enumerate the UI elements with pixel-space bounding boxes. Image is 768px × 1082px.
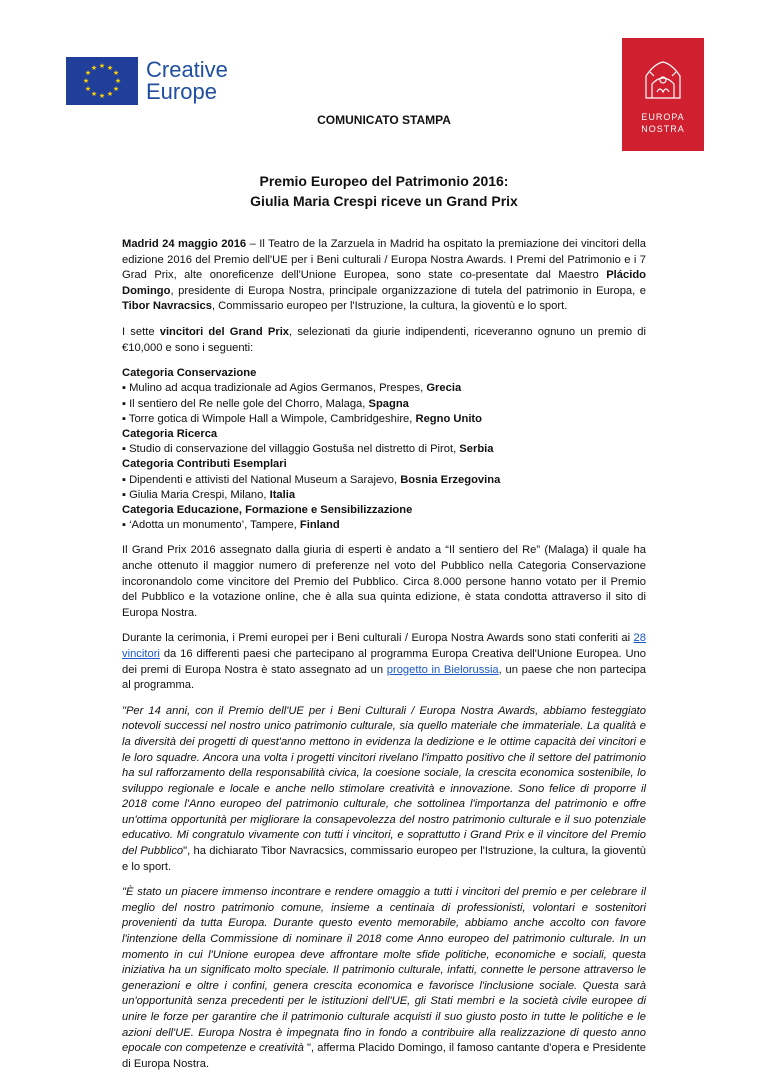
name-navracsics: Tibor Navracsics xyxy=(122,300,212,313)
list-item xyxy=(122,397,646,412)
svg-text:★: ★ xyxy=(106,90,114,98)
list-item xyxy=(122,412,646,427)
item-country: Bosnia Erzegovina xyxy=(400,473,501,486)
intro-text-1: – Il Teatro de la Zarzuela in Madrid ha ospitato la premiazione dei vincitori della edizione 2016 del Premio dell'UE per i Beni culturali / Europa Nostra Awards. I Premi del Patrimonio e i 7 Grad Prix, alte onoreficenze dell'Unione Europea, sono state co-presentate dal Maestro xyxy=(122,238,646,282)
domingo-quote-paragraph xyxy=(122,885,646,1072)
winners-list xyxy=(122,366,646,533)
list-item xyxy=(122,473,646,488)
creative-europe-line1: Creative xyxy=(146,57,228,82)
item-country: Grecia xyxy=(426,382,462,395)
list-item xyxy=(122,518,646,533)
navracsics-quote-paragraph xyxy=(122,704,646,876)
navracsics-quote: "Per 14 anni, con il Premio dell'UE per i Beni Culturali / Europa Nostra Awards, abbiamo festeggiato notevoli successi nel nostro unico patrimonio culturale, sia quello materiale che immateriale. La qualità e la diversità dei progetti di quest'anno mettono in evidenza la dedizione e le ottime capacità dei vincitori e le loro squadre. Ancora una volta i progetti vincitori rivelano l'impatto positivo che il settore del patrimonio ha sul rafforzamento della responsabilità civica, la coesione sociale, la crescita economica sostenibile, lo sviluppo regionale e locale e anche nello stimolare creatività e innovazione. Sono felice di proporre il 2018 come l'Anno europeo del patrimonio culturale, che sottolinea l'importanza del patrimonio e offre un'ottima opportunità per migliorare la consapevolezza del nostro patrimonio culturale e il suo potenziale educativo. Mi congratulo vivamente con tutti i vincitori, e soprattutto i Grand Prix e il vincitore del Premio del Pubblico xyxy=(122,704,646,858)
intro-text-2: , presidente di Europa Nostra, principale organizzazione di tutela del patrimonio in Europa, e xyxy=(170,284,646,297)
svg-text:★: ★ xyxy=(98,92,106,100)
title-line1: Premio Europeo del Patrimonio 2016: xyxy=(259,173,509,189)
winners-intro-paragraph xyxy=(122,325,646,356)
intro-paragraph xyxy=(122,237,646,315)
item-country: Serbia xyxy=(459,443,494,456)
europa-nostra-logo xyxy=(622,38,704,151)
item-country: Finland xyxy=(299,519,340,532)
item-text: ▪ Mulino ad acqua tradizionale ad Agios Germanos, Prespes, xyxy=(122,382,427,395)
item-country: Regno Unito xyxy=(415,412,482,425)
navracsics-attribution: ", ha dichiarato Tibor Navracsics, commissario europeo per l'Istruzione, la cultura, la gioventù e lo sport. xyxy=(122,845,647,873)
category-name: Categoria Ricerca xyxy=(122,427,218,440)
category-heading xyxy=(122,427,646,442)
intro-text-3: , Commissario europeo per l'Istruzione, la cultura, la gioventù e lo sport. xyxy=(211,300,568,313)
svg-text:★: ★ xyxy=(112,69,120,77)
item-text: ▪ Torre gotica di Wimpole Hall a Wimpole, Cambridgeshire, xyxy=(122,412,416,425)
item-text: ▪ Giulia Maria Crespi, Milano, xyxy=(122,488,270,501)
svg-text:★: ★ xyxy=(114,77,122,85)
item-country: Italia xyxy=(269,488,296,501)
creative-europe-logo xyxy=(66,57,228,105)
ceremony-text-2: da 16 differenti paesi che partecipano al programma Europa Creativa dell'Unione Europea. Uno dei premi di Europa Nostra è stato assegnato ad un xyxy=(122,647,646,676)
europa-nostra-line1: EUROPA xyxy=(641,112,685,122)
europa-nostra-line2: NOSTRA xyxy=(641,124,685,134)
winners-text-2: , selezionati da giurie indipendenti, riceveranno ognuno un premio di €10,000 e sono i seguenti: xyxy=(122,325,646,354)
item-text: ▪ Dipendenti e attivisti del National Museum a Sarajevo, xyxy=(122,473,401,486)
svg-text:★: ★ xyxy=(82,77,90,85)
winners-bold: vincitori del Grand Prix xyxy=(159,325,290,338)
svg-text:★: ★ xyxy=(90,90,98,98)
list-item xyxy=(122,381,646,396)
list-item xyxy=(122,488,646,503)
svg-text:★: ★ xyxy=(84,85,92,93)
creative-europe-wordmark xyxy=(146,59,228,103)
category-heading xyxy=(122,457,646,472)
svg-text:★: ★ xyxy=(98,62,106,70)
svg-text:★: ★ xyxy=(106,64,114,72)
domingo-quote: "È stato un piacere immenso incontrare e rendere omaggio a tutti i vincitori del premio e per celebrare il meglio del nostro patrimonio comune, insieme a centinaia di professionisti, volontari e sostenitori provenienti da tutta Europa. Durante questo evento memorabile, abbiamo anche accolto con favore l'intenzione della Commissione di nominare il 2018 come Anno europeo del patrimonio culturale. In un momento in cui l'Unione europea deve affrontare molte sfide politiche, economiche e sociali, questa iniziativa ha un significato molto speciale. Il patrimonio culturale, infatti, connette le persone attraverso le generazioni e oltre i confini, genera crescita economica e favorisce l'inclusione sociale. Questa sarà un'opportunità senza precedenti per le istituzioni dell'UE, gli Stati membri e la società civile europee di unire le forze per garantire che il patrimonio culturale acquisti il suo giusto posto in tutte le politiche e le azioni dell'UE. Europa Nostra è impegnata fino in fondo a contribuire alla realizzazione di questo anno epocale con competenze e creatività xyxy=(122,886,646,1055)
category-name: Categoria Educazione, Formazione e Sensibilizzazione xyxy=(122,503,413,516)
category-heading xyxy=(122,366,646,381)
winners-link[interactable]: 28 vincitori xyxy=(122,632,646,660)
ceremony-paragraph xyxy=(122,631,646,693)
item-country: Spagna xyxy=(368,397,409,410)
dateline: Madrid 24 maggio 2016 xyxy=(122,238,247,250)
item-text: ▪ Studio di conservazione del villaggio Gostuša nel distretto di Pirot, xyxy=(122,443,460,456)
list-item xyxy=(122,442,646,457)
name-domingo: Plácido Domingo xyxy=(122,269,646,297)
ceremony-text-3: , un paese che non partecipa al programma. xyxy=(122,663,646,692)
svg-text:★: ★ xyxy=(90,64,98,72)
svg-text:★: ★ xyxy=(84,69,92,77)
press-release-label: COMUNICATO STAMPA xyxy=(317,113,451,127)
europa-nostra-emblem-icon xyxy=(642,58,684,102)
body-text xyxy=(122,237,646,1082)
winners-text-1: I sette xyxy=(122,325,160,338)
category-name: Categoria Contributi Esemplari xyxy=(122,458,287,471)
domingo-attribution: ", afferma Placido Domingo, il famoso cantante d'opera e Presidente di Europa Nostra. xyxy=(122,1042,647,1070)
svg-text:★: ★ xyxy=(112,85,120,93)
item-text: ▪ Il sentiero del Re nelle gole del Chorro, Malaga, xyxy=(122,397,369,410)
creative-europe-line2: Europe xyxy=(146,79,217,104)
grand-prix-paragraph: Il Grand Prix 2016 assegnato dalla giuria di esperti è andato a “Il sentiero del Re” (Malaga) il quale ha anche ottenuto il maggior numero di preferenze nel voto del Pubblico nella Categoria Conservazione incoronandolo come vincitore del Premio del Pubblico. Circa 8.000 persone hanno votato per il Premio del Pubblico e la votazione online, che è alla sua quinta edizione, è stata condotta attraverso il sito di Europa Nostra. xyxy=(122,544,646,619)
eu-flag-icon xyxy=(66,57,138,105)
category-heading xyxy=(122,503,646,518)
item-text: ▪ ‘Adotta un monumento’, Tampere, xyxy=(122,519,300,532)
belarus-project-link[interactable]: progetto in Bielorussia xyxy=(386,663,499,676)
title-line2: Giulia Maria Crespi riceve un Grand Prix xyxy=(250,193,518,209)
category-name: Categoria Conservazione xyxy=(122,367,257,380)
ceremony-text-1: Durante la cerimonia, i Premi europei per i Beni culturali / Europa Nostra Awards sono stati conferiti ai xyxy=(122,632,634,645)
